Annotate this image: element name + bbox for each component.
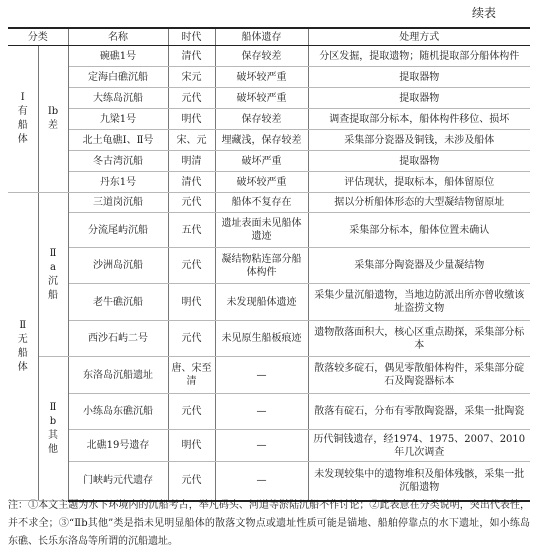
header-row — [8, 28, 530, 46]
group-2b-label: Ⅱb其他 — [38, 357, 68, 501]
continued-label: 续表 — [471, 6, 496, 20]
row-name: 北礁19号遗存 — [68, 430, 168, 462]
header-hull: 船体遗存 — [215, 28, 308, 46]
row-hull: 未见原生船板痕迹 — [215, 321, 308, 357]
row-method: 调查提取部分标本，船体构件移位、损坏 — [308, 109, 530, 130]
group-2a-label: Ⅱa沉船 — [38, 193, 68, 357]
row-era: 明代 — [168, 284, 215, 321]
row-name: 西沙石屿二号 — [68, 321, 168, 357]
row-method: 未发现较集中的遗物堆积及船体残骸，采集一批沉船遗物 — [308, 462, 530, 501]
row-method: 遗物散落面积大，核心区重点勘探，采集部分标本 — [308, 321, 530, 357]
row-era: 清代 — [168, 172, 215, 193]
header-method: 处理方式 — [308, 28, 530, 46]
row-era: 明代 — [168, 430, 215, 462]
row-hull: — — [215, 357, 308, 394]
row-era: 五代 — [168, 213, 215, 248]
row-hull: 凝结物粘连部分船体构件 — [215, 248, 308, 284]
row-name: 冬古湾沉船 — [68, 151, 168, 172]
row-hull: 破坏较严重 — [215, 172, 308, 193]
row-method: 评估现状，提取标本，船体留原位 — [308, 172, 530, 193]
table-row — [8, 321, 530, 357]
row-method: 分区发掘，提取遗物；随机提取部分船体构件 — [308, 46, 530, 67]
row-method: 提取器物 — [308, 88, 530, 109]
row-era: 清代 — [168, 46, 215, 67]
row-method: 采集少量沉船遗物，当地边防派出所亦曾收缴该址盗捞文物 — [308, 284, 530, 321]
row-name: 三道岗沉船 — [68, 193, 168, 213]
table-row — [8, 172, 530, 193]
row-hull: 船体不复存在 — [215, 193, 308, 213]
row-hull: — — [215, 430, 308, 462]
table-footnote: 注：①本文主题为水下环境内的沉船考古，举凡码头、河道等淤陆沉船不作讨论；②此表意在分类说明，突出代表性，并不求全；③“Ⅱb其他”类是指未见明显船体的散落文物点或遗址性质可能是锚地、船舶停靠点的水下遗址，如小练岛东礁、长乐东洛岛等所谓的沉船遗址。 — [8, 500, 530, 547]
row-method: 历代铜钱遗存，经1974、1975、2007、2010年几次调查 — [308, 430, 530, 462]
row-name: 分流尾屿沉船 — [68, 213, 168, 248]
group-2-label: Ⅱ无船体 — [8, 193, 38, 501]
group-1-label: Ⅰ有船体 — [8, 46, 38, 193]
header-category: 分类 — [8, 28, 68, 46]
row-hull: 遗址表面未见船体遗迹 — [215, 213, 308, 248]
row-name: 定海白礁沉船 — [68, 67, 168, 88]
row-method: 提取器物 — [308, 151, 530, 172]
row-method: 散落有碇石，分布有零散陶瓷器，采集一批陶瓷 — [308, 394, 530, 430]
row-name: 北土龟礁Ⅰ、Ⅱ号 — [68, 130, 168, 151]
table-row — [8, 213, 530, 248]
table-row — [8, 46, 530, 67]
table-row — [8, 462, 530, 501]
row-name: 丹东1号 — [68, 172, 168, 193]
table-row — [8, 151, 530, 172]
row-method: 提取器物 — [308, 67, 530, 88]
row-hull: 破坏较严重 — [215, 88, 308, 109]
row-hull: 保存较差 — [215, 109, 308, 130]
row-method: 采集部分瓷器及铜钱，未涉及船体 — [308, 130, 530, 151]
table-row — [8, 394, 530, 430]
row-era: 元代 — [168, 88, 215, 109]
row-method: 采集部分陶瓷器及少量凝结物 — [308, 248, 530, 284]
row-hull: 破坏较严重 — [215, 67, 308, 88]
row-era: 元代 — [168, 193, 215, 213]
row-era: 唐、宋至清 — [168, 357, 215, 394]
row-name: 东洛岛沉船遗址 — [68, 357, 168, 394]
table-row — [8, 67, 530, 88]
shipwreck-table — [8, 27, 530, 502]
row-name: 小练岛东礁沉船 — [68, 394, 168, 430]
header-era: 时代 — [168, 28, 215, 46]
table-row — [8, 430, 530, 462]
row-hull: — — [215, 394, 308, 430]
row-method: 采集部分标本，船体位置未确认 — [308, 213, 530, 248]
row-era: 元代 — [168, 321, 215, 357]
row-method: 散落较多碇石，偶见零散船体构件，采集部分碇石及陶瓷器标本 — [308, 357, 530, 394]
row-name: 老牛礁沉船 — [68, 284, 168, 321]
table-row — [8, 248, 530, 284]
table-row — [8, 130, 530, 151]
table-row — [8, 357, 530, 394]
group-1b-label: Ⅰb差 — [38, 46, 68, 193]
row-method: 据以分析船体形态的大型凝结物留原址 — [308, 193, 530, 213]
row-hull: 保存较差 — [215, 46, 308, 67]
header-name: 名称 — [68, 28, 168, 46]
row-hull: 破坏严重 — [215, 151, 308, 172]
row-name: 碗礁1号 — [68, 46, 168, 67]
row-era: 元代 — [168, 462, 215, 501]
row-hull: — — [215, 462, 308, 501]
row-era: 元代 — [168, 394, 215, 430]
table-row — [8, 284, 530, 321]
row-hull: 未发现船体遗迹 — [215, 284, 308, 321]
table-row — [8, 88, 530, 109]
row-era: 宋、元 — [168, 130, 215, 151]
table-row — [8, 193, 530, 213]
table-row — [8, 109, 530, 130]
row-era: 明清 — [168, 151, 215, 172]
row-era: 元代 — [168, 248, 215, 284]
row-hull: 埋藏浅，保存较差 — [215, 130, 308, 151]
row-era: 明代 — [168, 109, 215, 130]
row-name: 大练岛沉船 — [68, 88, 168, 109]
row-name: 九梁1号 — [68, 109, 168, 130]
row-name: 门峡屿元代遗存 — [68, 462, 168, 501]
row-era: 宋元 — [168, 67, 215, 88]
row-name: 沙洲岛沉船 — [68, 248, 168, 284]
